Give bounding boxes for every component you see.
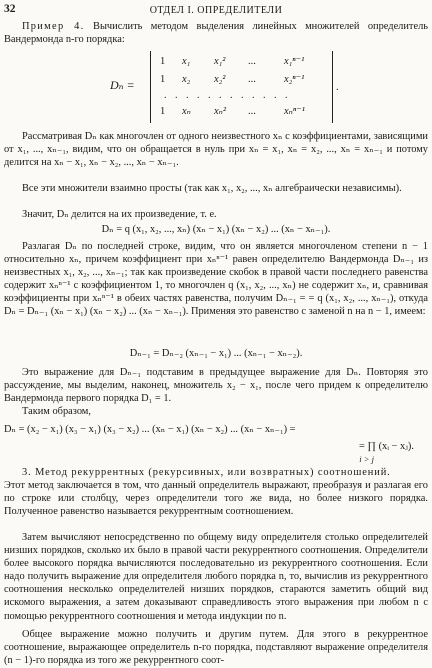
det-cell: 1 — [160, 74, 166, 85]
equation-2: Dₙ₋₁ = Dₙ₋₂ (xₙ₋₁ − x₁) ... (xₙ₋₁ − xₙ₋₂). — [129, 348, 303, 359]
page-header — [4, 3, 428, 17]
det-cell: 1 — [160, 106, 166, 117]
paragraph-9: Общее выражение можно получить и другим путем. Для этого в рекуррентное соотношение, выражающее определитель n-го порядка, подставляют выражение определителя (n − 1)-го порядка из того же рекуррентного соот- — [4, 629, 428, 667]
det-cell: ... — [248, 74, 256, 85]
paragraph-8: Затем вычисляют непосредственно по общему виду определителя столько определителей низших порядков, сколько их было в правой части рекуррентного соотношения. Определители более высокого порядка вычисляются последовательно из рекуррентного соотношения. Если надо получить выражение для определителя любого порядка n, то, вычислив из рекуррентного соотношения несколько определителей низших порядков, стараются заметить общий вид искомого выражения, а затем доказывают справедливость этого выражения при любом n с помощью рекуррентного соотношения и метода индукции по n. — [4, 532, 428, 622]
det-cell: x₂ — [182, 74, 191, 85]
det-cell: x₂ⁿ⁻¹ — [284, 74, 305, 85]
determinant-trailing-period: . — [336, 82, 339, 93]
det-cell: x₁² — [214, 56, 226, 67]
det-cell: xₙ — [182, 106, 191, 117]
paragraph-7: Этот метод заключается в том, что данный определитель выражают, преобразуя и разлагая его по строке или столбцу, через определители того же вида, но более низкого порядка. Полученное равенство называется рекуррентным соотношением. — [4, 480, 428, 518]
det-cell: x₁ — [182, 56, 191, 67]
equation-1: Dₙ = q (x₁, x₂, ..., xₙ) (xₙ − x₁) (xₙ − x₂) ... (xₙ − xₙ₋₁). — [101, 224, 331, 235]
det-cell: xₙ² — [214, 106, 227, 117]
paragraph-3: Значит, Dₙ делится на их произведение, т. е. — [22, 209, 217, 220]
det-cell: ... — [248, 106, 256, 117]
determinant-left-bar — [150, 51, 151, 123]
method-3-heading: 3. Метод рекуррентных (рекурсивных, или возвратных) соотношений. — [22, 467, 391, 478]
vandermonde-determinant — [110, 51, 340, 123]
equation-3-line-2 — [4, 440, 414, 453]
product-expression: = ∏ (xᵢ − xⱼ). — [358, 441, 414, 452]
paragraph-4: Разлагая Dₙ по последней строке, видим, что он является многочленом степени n − 1 относительно xₙ, причем коэффициент при xₙⁿ⁻¹ равен определителю Вандермонда Dₙ₋₁ из неизвестных x₁, x₂, ..., xₙ₋₁; так как произведение скобок в правой части последнего равенства содержит xₙⁿ⁻¹ с коэффициентом 1, то многочлен q (x₁, x₂, ..., xₙ) не содержит xₙ, и, сравнивая коэффициенты при xₙⁿ⁻¹ в обеих частях равенства, получим Dₙ₋₁ = = q (x₁, x₂, ..., xₙ₋₁), откуда Dₙ = Dₙ₋₁ (xₙ − x₁) (xₙ − x₂) ... (xₙ − xₙ₋₁). Применяя это равенство с заменой n на n − 1, имеем: — [4, 241, 428, 318]
example-heading: Пример 4. — [22, 21, 85, 32]
equation-3-line-1: Dₙ = (x₂ − x₁) (x₃ − x₁) (x₃ − x₂) ... (xₙ − x₁) (xₙ − x₂) ... (xₙ − xₙ₋₁) = — [4, 424, 296, 435]
det-cell: x₁ⁿ⁻¹ — [284, 56, 305, 67]
paragraph-2: Все эти множители взаимно просты (так как x₁, x₂, ..., xₙ алгебраически независимы). — [22, 183, 402, 194]
page-number: 32 — [4, 3, 16, 15]
determinant-right-bar — [332, 51, 333, 123]
paragraph-5: Это выражение для Dₙ₋₁ подставим в предыдущее выражение для Dₙ. Повторяя это рассуждение, мы выделим, наконец, множитель x₂ − x₁, после чего придем к определителю Вандермонда первого порядка D₁ = 1. — [4, 367, 428, 405]
det-cell: x₂² — [214, 74, 226, 85]
paragraph-1: Рассматривая Dₙ как многочлен от одного неизвестного xₙ с коэффициентами, зависящими от x₁, ..., xₙ₋₁, видим, что он обращается в нуль при xₙ = x₁, xₙ = x₂, ..., xₙ = xₙ₋₁ и потому делится на xₙ − x₁, xₙ − x₂, ..., xₙ − xₙ₋₁. — [4, 131, 428, 169]
det-cell: xₙⁿ⁻¹ — [284, 106, 305, 117]
running-head: ОТДЕЛ I. ОПРЕДЕЛИТЕЛИ — [149, 5, 283, 16]
product-index: i > j — [359, 454, 374, 464]
det-cell: 1 — [160, 56, 166, 67]
determinant-label: Dₙ = — [110, 78, 135, 92]
example-paragraph — [4, 20, 428, 46]
paragraph-6: Таким образом, — [22, 406, 91, 417]
example-text: Вычислить методом выделения линейных множителей определитель Вандермонда n-го порядка: — [4, 21, 429, 46]
det-cell: ... — [248, 56, 256, 67]
determinant-dots-row: . . . . . . . . . . . . — [164, 90, 291, 101]
